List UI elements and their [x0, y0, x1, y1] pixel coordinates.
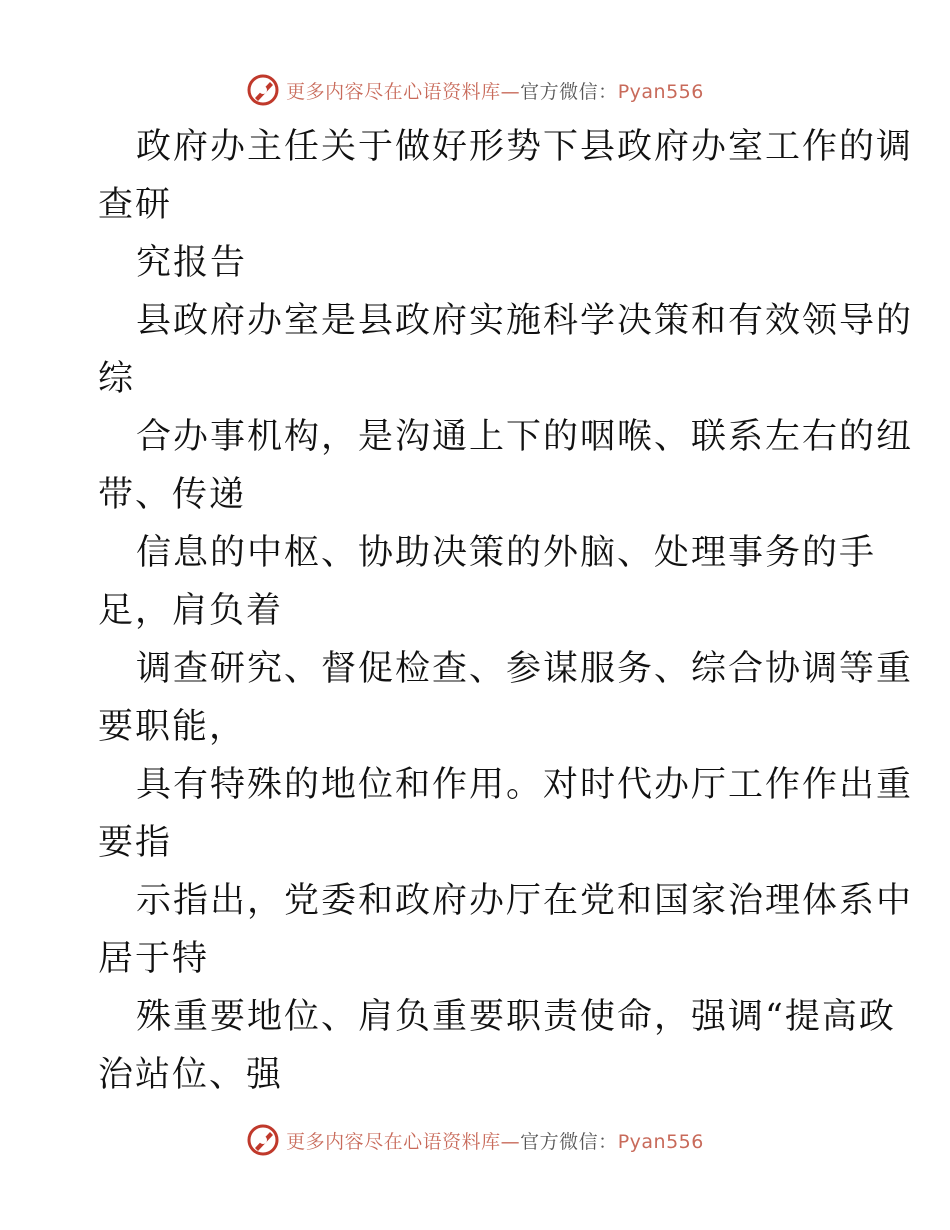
text-line: 足，肩负着 — [98, 591, 284, 631]
pen-logo-icon — [246, 1123, 280, 1157]
footer-watermark — [0, 1120, 950, 1160]
pen-logo-icon — [246, 73, 280, 107]
text-line: 县政府办室是县政府实施科学决策和有效领导的 — [136, 301, 914, 341]
text-line: 殊重要地位、肩负重要职责使命，强调“提高政 — [136, 997, 896, 1037]
text-line: 合办事机构，是沟通上下的咽喉、联系左右的纽 — [136, 417, 914, 457]
text-line: 居于特 — [98, 939, 210, 979]
watermark-dash: — — [500, 80, 521, 103]
watermark-official-label: 官方微信： — [520, 80, 618, 103]
text-line: 究报告 — [136, 243, 248, 283]
watermark-account: Pyan556 — [617, 1130, 704, 1153]
watermark-slogan: 更多内容尽在心语资料库 — [286, 1130, 501, 1153]
text-line: 具有特殊的地位和作用。对时代办厅工作作出重 — [136, 765, 914, 805]
watermark-account: Pyan556 — [617, 80, 704, 103]
text-line: 综 — [98, 359, 136, 399]
watermark-slogan: 更多内容尽在心语资料库 — [286, 80, 501, 103]
watermark-dash: — — [500, 1130, 521, 1153]
text-line: 信息的中枢、协助决策的外脑、处理事务的手 — [136, 533, 877, 573]
text-line: 调查研究、督促检查、参谋服务、综合协调等重 — [136, 649, 914, 689]
text-line: 政府办主任关于做好形势下县政府办室工作的调 — [136, 127, 914, 167]
text-line: 要指 — [98, 823, 173, 863]
watermark-official-label: 官方微信： — [520, 1130, 618, 1153]
text-line: 查研 — [98, 185, 173, 225]
text-line: 要职能， — [98, 707, 247, 747]
document-body — [98, 118, 914, 1104]
text-line: 治站位、强 — [98, 1055, 284, 1095]
header-watermark — [0, 70, 950, 110]
text-line: 带、传递 — [98, 475, 247, 515]
watermark-text — [286, 77, 704, 104]
text-line: 示指出，党委和政府办厅在党和国家治理体系中 — [136, 881, 914, 921]
watermark-text — [286, 1127, 704, 1154]
